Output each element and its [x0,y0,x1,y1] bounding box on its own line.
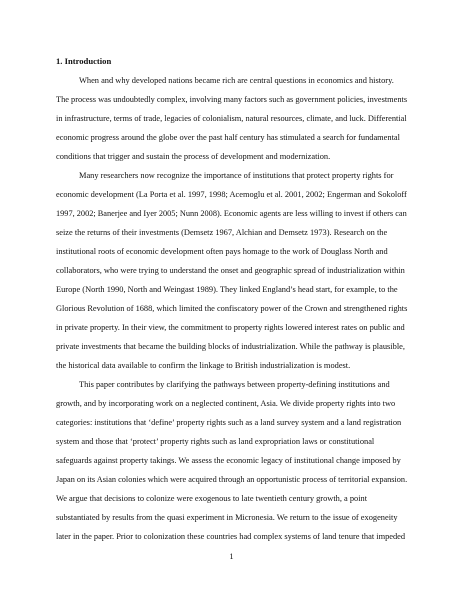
section-heading: 1. Introduction [56,56,112,66]
text-line: system and those that ‘protect’ property rights such as land expropriation laws or constitutional [56,437,375,446]
text-line: seize the returns of their investments (Demsetz 1967, Alchian and Demsetz 1973). Research on the [56,228,388,237]
text-line: When and why developed nations became rich are central questions in economics and history. [79,76,394,85]
text-line: private investments that became the building blocks of industrialization. While the pathway is plausible, [56,342,405,351]
text-line: in private property. In their view, the commitment to property rights lowered interest rates on public and [56,323,405,332]
text-line: growth, and by incorporating work on a neglected continent, Asia. We divide property rights into two [56,399,396,408]
text-line: the historical data available to confirm the linkage to British industrialization is modest. [56,361,351,370]
text-line: institutional roots of economic development often pays homage to the work of Douglass North and [56,247,388,256]
text-line: This paper contributes by clarifying the pathways between property-defining institutions and [79,380,390,389]
text-line: 1997, 2002; Banerjee and Iyer 2005; Nunn 2008). Economic agents are less willing to invest if others can [56,209,407,218]
text-line: substantiated by results from the quasi experiment in Micronesia. We return to the issue of exogeneity [56,513,398,522]
text-line: later in the paper. Prior to colonization these countries had complex systems of land tenure that impeded [56,532,406,541]
text-line: collaborators, who were trying to understand the onset and geographic spread of industrialization within [56,266,405,275]
text-line: safeguards against property takings. We assess the economic legacy of institutional change imposed by [56,456,401,465]
text-line: Japan on its Asian colonies which were acquired through an opportunistic process of territorial expansion. [56,475,408,484]
text-line: categories: institutions that ‘define’ property rights such as a land survey system and a land registration [56,418,402,427]
text-line: conditions that trigger and sustain the process of development and modernization. [56,152,331,161]
text-line: Europe (North 1990, North and Weingast 1989). They linked England’s head start, for example, to the [56,285,398,294]
text-line: economic progress around the globe over the past half century has stimulated a search for fundamental [56,133,400,142]
page-number: 1 [229,552,234,561]
text-line: We argue that decisions to colonize were exogenous to late twentieth century growth, a point [56,494,368,503]
text-line: The process was undoubtedly complex, involving many factors such as government policies, investments [56,95,408,104]
text-line: Glorious Revolution of 1688, which limited the confiscatory power of the Crown and strengthened rights [56,304,408,313]
text-line: in infrastructure, terms of trade, legacies of colonialism, natural resources, climate, and luck. Differential [56,114,407,123]
text-line: economic development (La Porta et al. 1997, 1998; Acemoglu et al. 2001, 2002; Engerman and Sokoloff [56,190,407,199]
text-line: Many researchers now recognize the importance of institutions that protect property rights for [79,171,394,180]
